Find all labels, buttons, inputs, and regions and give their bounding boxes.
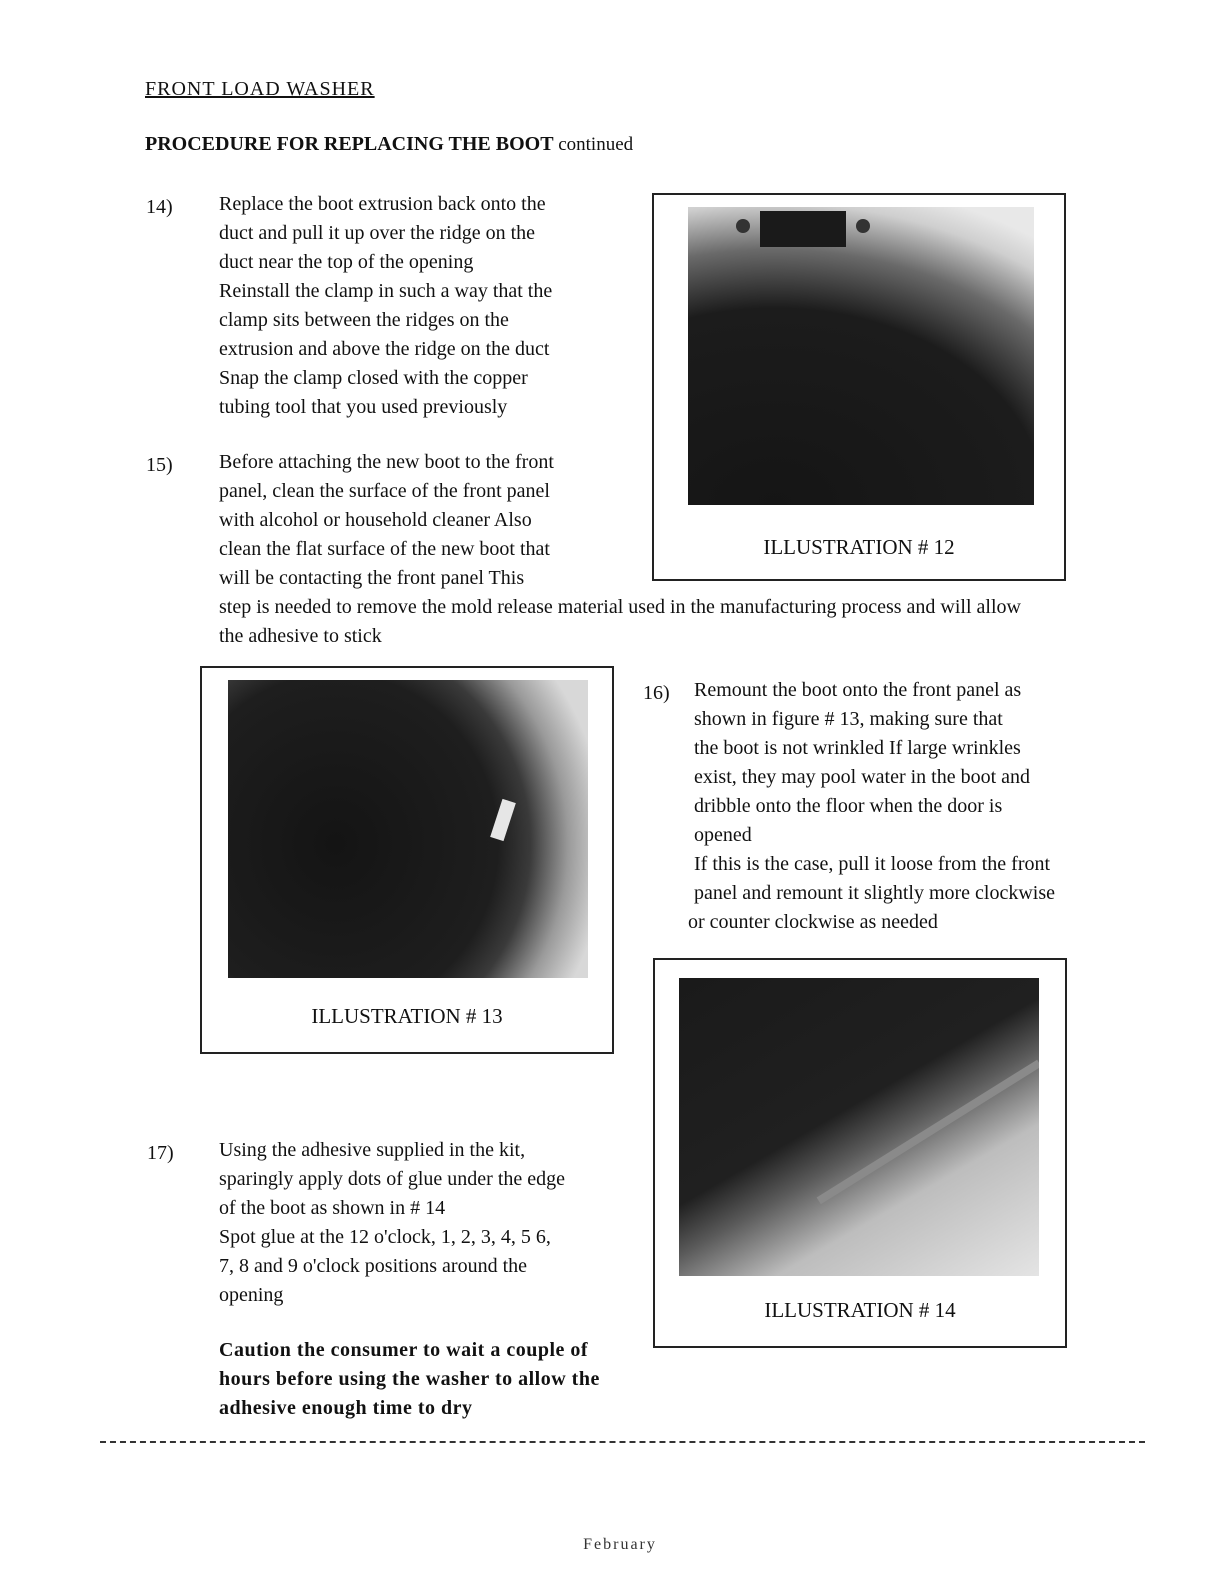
text-line: opening	[219, 1284, 284, 1306]
knob-icon	[856, 219, 870, 233]
step-number: 14)	[146, 196, 173, 218]
text-line: sparingly apply dots of glue under the edge	[219, 1168, 566, 1190]
text-line: exist, they may pool water in the boot and	[694, 766, 1031, 788]
caution-line: Caution the consumer to wait a couple of	[219, 1339, 589, 1361]
section-title	[145, 133, 633, 156]
text-line: panel and remount it slightly more clockwise	[694, 882, 1056, 904]
text-line: Remount the boot onto the front panel as	[694, 679, 1022, 701]
text-line: step is needed to remove the mold release material used in the manufacturing process and will allow	[219, 596, 1021, 618]
text-line: panel, clean the surface of the front panel	[219, 480, 550, 502]
control-panel-display	[760, 211, 846, 247]
caution-line: hours before using the washer to allow the	[219, 1368, 600, 1390]
illustration-12-frame	[652, 193, 1066, 581]
text-line: duct near the top of the opening	[219, 251, 474, 273]
text-line: clean the flat surface of the new boot that	[219, 538, 550, 560]
boot-mounted-photo	[228, 680, 588, 978]
footer-divider	[100, 1441, 1145, 1443]
section-title-main: PROCEDURE FOR REPLACING THE BOOT	[145, 133, 554, 155]
document-header: FRONT LOAD WASHER	[145, 78, 375, 100]
page-footer: February	[583, 1536, 657, 1553]
illustration-caption: ILLUSTRATION # 13	[311, 1004, 503, 1028]
illustration-caption: ILLUSTRATION # 14	[764, 1298, 956, 1322]
text-line: the boot is not wrinkled If large wrinkles	[694, 737, 1021, 759]
step-14-text	[219, 190, 639, 422]
knob-icon	[736, 219, 750, 233]
text-line: with alcohol or household cleaner Also	[219, 509, 532, 531]
text-line: tubing tool that you used previously	[219, 396, 508, 418]
text-line: extrusion and above the ridge on the duct	[219, 338, 550, 360]
text-line: or counter clockwise as needed	[688, 911, 938, 933]
text-line: Before attaching the new boot to the front	[219, 451, 554, 473]
washer-door-photo	[688, 207, 1034, 505]
step-number: 15)	[146, 454, 173, 476]
step-17-text	[219, 1136, 639, 1310]
text-line: 7, 8 and 9 o'clock positions around the	[219, 1255, 527, 1277]
illustration-caption: ILLUSTRATION # 12	[763, 535, 955, 559]
text-line: duct and pull it up over the ridge on the	[219, 222, 536, 244]
step-15-continued	[219, 593, 1139, 651]
text-line: shown in figure # 13, making sure that	[694, 708, 1003, 730]
step-number: 17)	[147, 1142, 174, 1164]
text-line: dribble onto the floor when the door is	[694, 795, 1003, 817]
text-line: of the boot as shown in # 14	[219, 1197, 446, 1219]
section-title-suffix: continued	[558, 134, 634, 155]
caution-line: adhesive enough time to dry	[219, 1397, 473, 1419]
step-number: 16)	[643, 682, 670, 704]
caution-note	[219, 1336, 649, 1423]
text-line: If this is the case, pull it loose from the front	[694, 853, 1051, 875]
text-line: will be contacting the front panel This	[219, 567, 525, 589]
text-line: the adhesive to stick	[219, 625, 382, 647]
glue-application-photo	[679, 978, 1039, 1276]
text-line: Spot glue at the 12 o'clock, 1, 2, 3, 4, 5 6,	[219, 1226, 551, 1248]
illustration-13-frame	[200, 666, 614, 1054]
text-line: Reinstall the clamp in such a way that the	[219, 280, 553, 302]
highlight-mark	[490, 799, 516, 841]
boot-edge-mark	[817, 1060, 1039, 1205]
text-line: opened	[694, 824, 752, 846]
text-line: Replace the boot extrusion back onto the	[219, 193, 546, 215]
illustration-14-frame	[653, 958, 1067, 1348]
step-16-last-line	[688, 908, 1118, 937]
text-line: Using the adhesive supplied in the kit,	[219, 1139, 526, 1161]
step-15-text	[219, 448, 649, 593]
text-line: clamp sits between the ridges on the	[219, 309, 509, 331]
step-16-text	[694, 676, 1124, 908]
text-line: Snap the clamp closed with the copper	[219, 367, 528, 389]
